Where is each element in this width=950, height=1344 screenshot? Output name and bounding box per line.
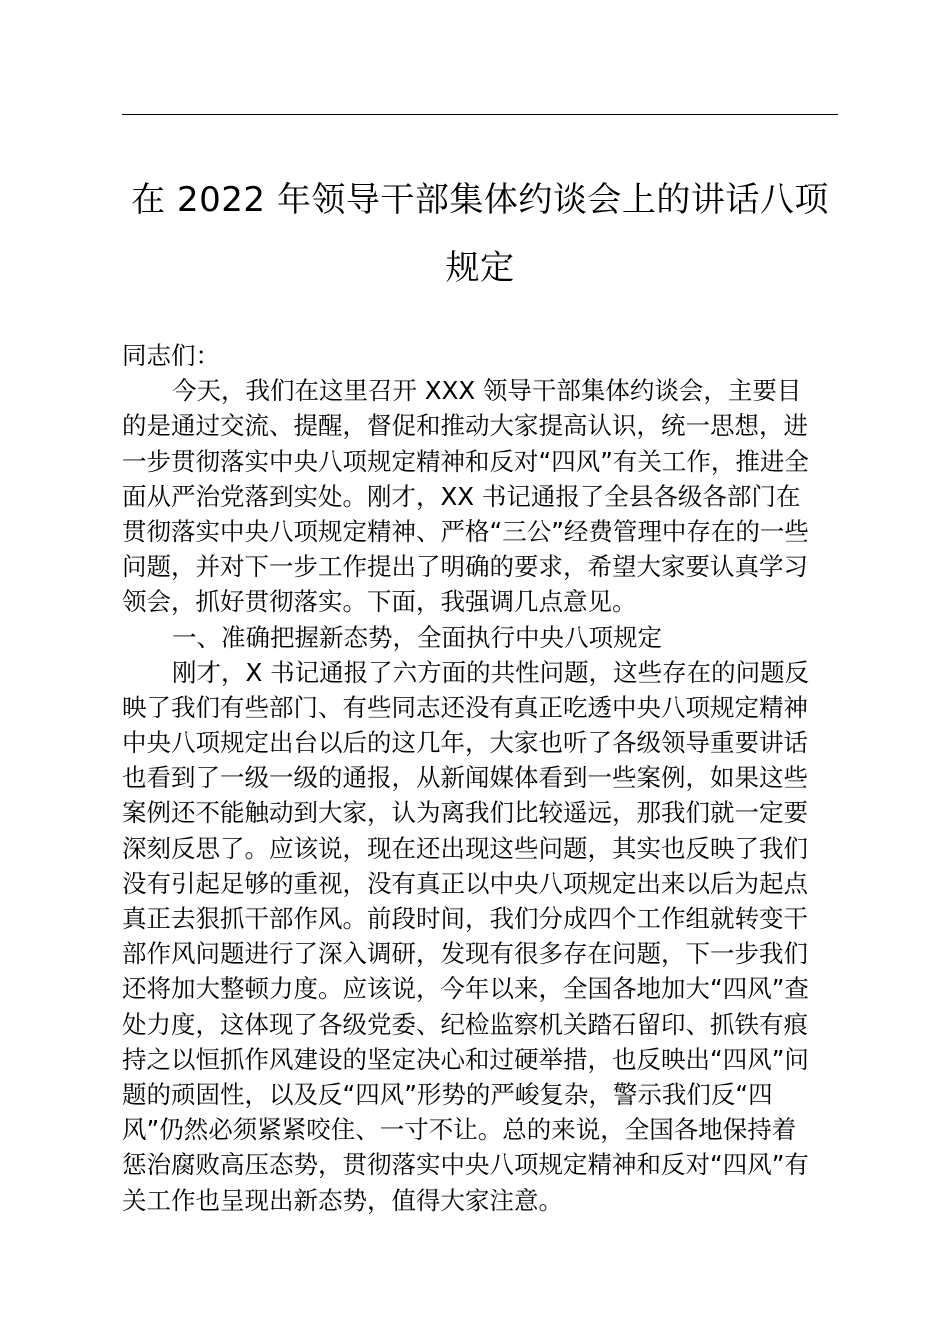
paragraph-line: 也看到了一级一级的通报，从新闻媒体看到一些案例，如果这些 xyxy=(122,763,808,793)
document-title xyxy=(122,166,838,302)
paragraph-line: 问题，并对下一步工作提出了明确的要求，希望大家要认真学习 xyxy=(122,552,808,582)
title-line: 在 2022 年领导干部集体约谈会上的讲话八项 xyxy=(131,180,829,220)
paragraph-line: 今天，我们在这里召开 XXX 领导干部集体约谈会，主要目 xyxy=(172,376,802,406)
paragraph-line: 还将加大整顿力度。应该说，今年以来，全国各地加大“四风”查 xyxy=(122,974,809,1004)
paragraph-line: 持之以恒抓作风建设的坚定决心和过硬举措，也反映出“四风”问 xyxy=(122,1044,809,1074)
paragraph-line: 真正去狠抓干部作风。前段时间，我们分成四个工作组就转变干 xyxy=(122,904,808,933)
paragraph-line: 惩治腐败高压态势，贯彻落实中央八项规定精神和反对“四风”有 xyxy=(122,1150,809,1180)
section-heading: 一、准确把握新态势，全面执行中央八项规定 xyxy=(172,622,662,652)
paragraph-line: 部作风问题进行了深入调研，发现有很多存在问题，下一步我们 xyxy=(122,939,808,969)
paragraph-line: 映了我们有些部门、有些同志还没有真正吃透中央八项规定精神 xyxy=(122,692,808,722)
paragraph-line: 领会，抓好贯彻落实。下面，我强调几点意见。 xyxy=(122,587,637,617)
paragraph-line: 一步贯彻落实中央八项规定精神和反对“四风”有关工作，推进全 xyxy=(122,446,809,476)
paragraph-line: 刚才，X 书记通报了六方面的共性问题，这些存在的问题反 xyxy=(172,657,810,687)
header-rule xyxy=(122,114,838,115)
paragraph-line: 案例还不能触动到大家，认为离我们比较遥远，那我们就一定要 xyxy=(122,798,808,828)
paragraph-line: 面从严治党落到实处。刚才，XX 书记通报了全县各级各部门在 xyxy=(122,481,801,511)
paragraph-line: 深刻反思了。应该说，现在还出现这些问题，其实也反映了我们 xyxy=(122,833,808,863)
paragraph-line: 题的顽固性，以及反“四风”形势的严峻复杂，警示我们反“四 xyxy=(122,1079,773,1109)
paragraph-line: 关工作也呈现出新态势，值得大家注意。 xyxy=(122,1185,563,1215)
paragraph-line: 没有引起足够的重视，没有真正以中央八项规定出来以后为起点 xyxy=(122,868,808,898)
document-body xyxy=(122,338,838,1218)
paragraph-line: 中央八项规定出台以后的这几年，大家也听了各级领导重要讲话 xyxy=(122,728,808,758)
salutation: 同志们： xyxy=(122,341,220,370)
title-line: 规定 xyxy=(445,248,515,288)
paragraph-line: 处力度，这体现了各级党委、纪检监察机关踏石留印、抓铁有痕 xyxy=(122,1009,808,1039)
paragraph-line: 风”仍然必须紧紧咬住、一寸不让。总的来说，全国各地保持着 xyxy=(122,1115,797,1145)
paragraph-line: 的是通过交流、提醒，督促和推动大家提高认识，统一思想，进 xyxy=(122,411,808,441)
paragraph-line: 贯彻落实中央八项规定精神、严格“三公”经费管理中存在的一些 xyxy=(122,516,809,546)
